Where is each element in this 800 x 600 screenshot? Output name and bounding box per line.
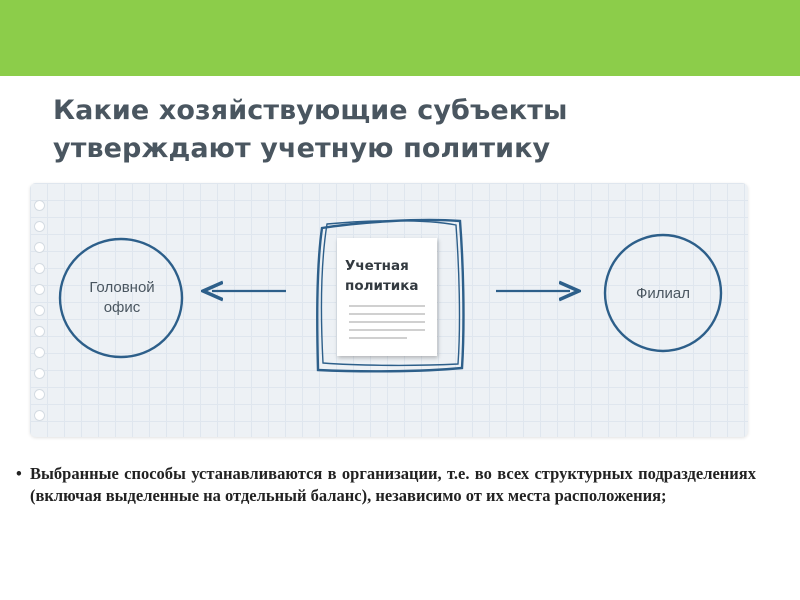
bullet-text: Выбранные способы устанавливаются в организации, т.е. во всех структурных подразделениях (включая выделенные на отдельный баланс), независимо от их места расположения;: [30, 464, 756, 505]
head-office-label: Головной офис: [89, 279, 155, 316]
policy-label: Учетная политика: [345, 258, 419, 294]
branch-label: Филиал: [635, 285, 690, 302]
bullet-list: [16, 463, 756, 507]
bullet-marker: •: [16, 464, 22, 483]
slide-title: Какие хозяйствующие субъекты утверждают учетную политику: [53, 95, 568, 164]
